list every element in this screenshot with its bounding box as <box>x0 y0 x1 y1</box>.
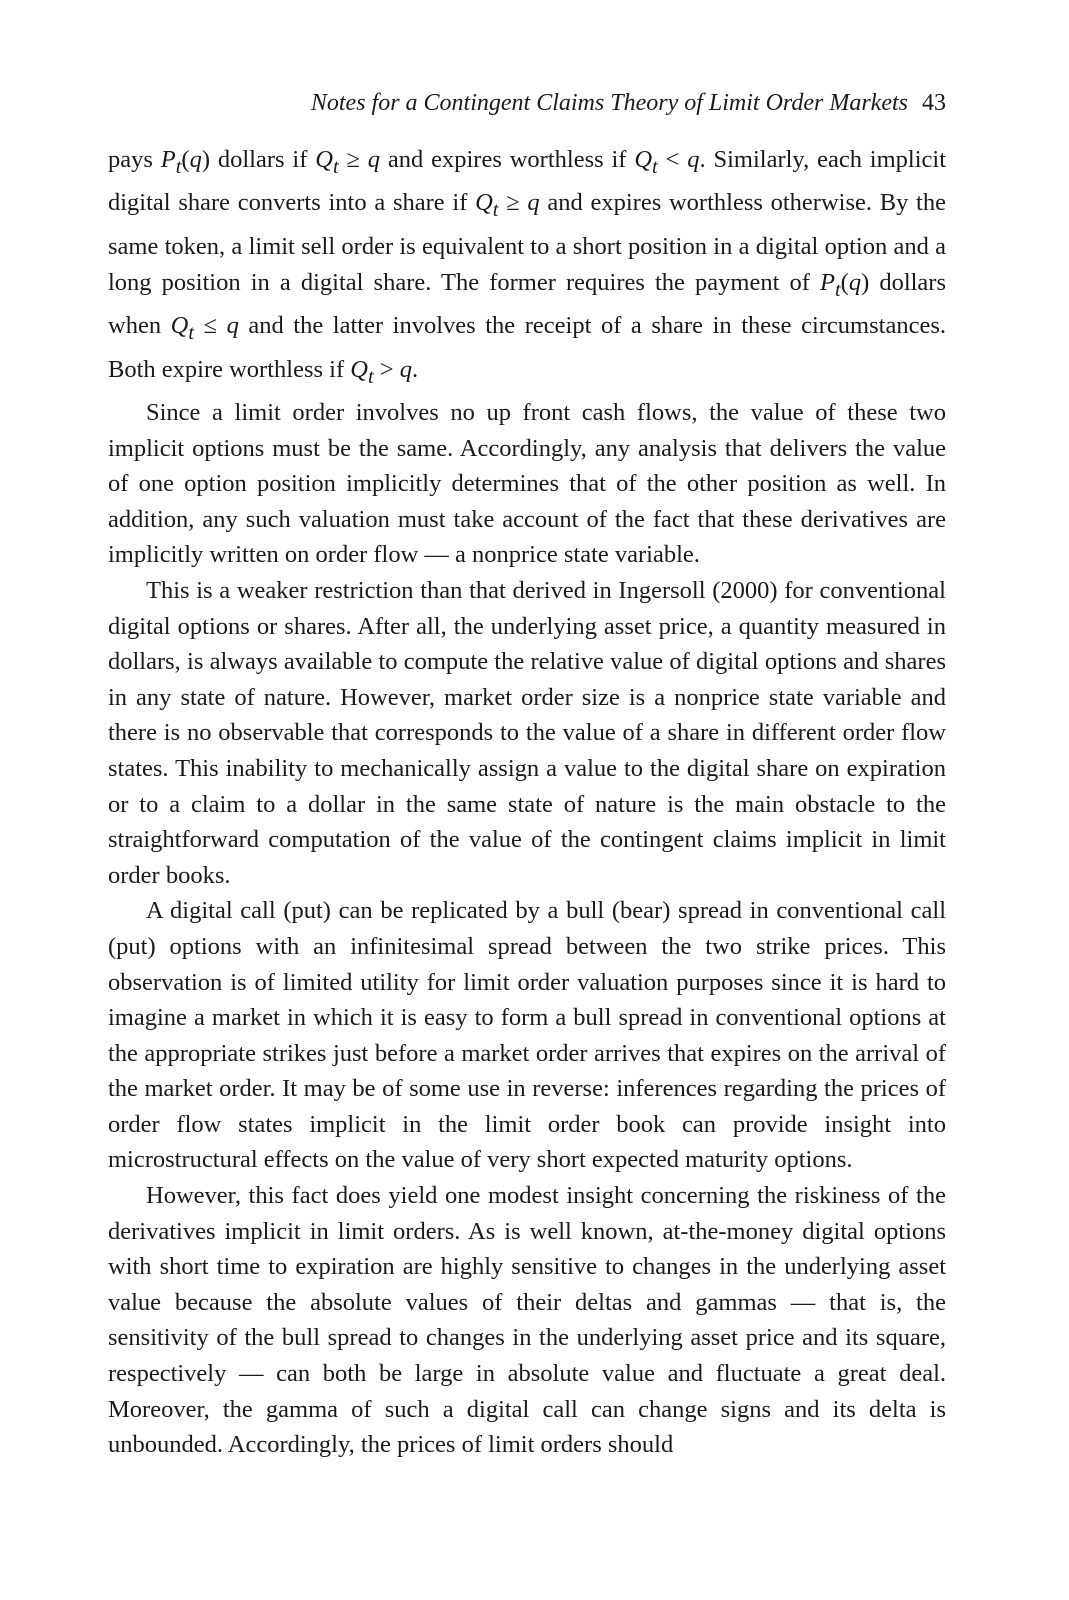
math-subscript: t <box>652 155 658 178</box>
page-number: 43 <box>922 90 946 116</box>
math-subscript: t <box>367 365 374 388</box>
math-variable: q <box>687 146 700 173</box>
running-title: Notes for a Contingent Claims Theory of Limit Order Markets <box>310 90 908 116</box>
math-variable: Q <box>350 355 368 383</box>
text-run: ) dollars if <box>201 146 316 173</box>
paragraph <box>108 573 946 893</box>
text-run: However, this fact does yield one modest insight concerning the riskiness of the derivatives implicit in limit orders. As is well known, at-the-money digital options with short time to expiration are highly sensitive to changes in the underlying asset value because the absolute values of their deltas and gammas — that is, the sensitivity of the bull spread to changes in the underlying asset price and its square, respectively — can both be large in absolute value and fluctuate a great deal. Moreover, the gamma of such a digital call can change signs and its delta is unbounded. Accordingly, the prices of limit orders should <box>108 1182 946 1459</box>
text-run: ≥ <box>338 146 368 173</box>
text-run: ≤ <box>194 312 227 340</box>
text-run: and the latter involves the receipt of a share in these circumstances. Both expire worthless if <box>108 312 946 383</box>
text-run: ( <box>181 146 190 173</box>
math-variable: q <box>399 355 412 383</box>
math-variable: q <box>848 268 862 296</box>
text-run: . <box>411 355 419 383</box>
paragraph <box>108 893 946 1178</box>
math-variable: Q <box>634 146 653 173</box>
math-variable: P <box>820 268 835 296</box>
math-subscript: t <box>332 155 339 178</box>
text-run: > <box>373 355 400 383</box>
text-run: and expires worthless if <box>380 146 635 173</box>
math-variable: P <box>160 146 176 173</box>
text-run: ( <box>840 268 849 296</box>
paragraph <box>108 1178 946 1463</box>
text-run: and expires worthless otherwise. By the same token, a limit sell order is equivalent to a short position in a digital option and a long position in a digital share. The former requires the payment of <box>108 189 946 296</box>
math-variable: q <box>527 189 540 217</box>
paragraph <box>108 395 946 573</box>
math-subscript: t <box>834 278 841 301</box>
math-variable: q <box>367 146 381 173</box>
text-run: This is a weaker restriction than that derived in Ingersoll (2000) for conventional digital options or shares. After all, the underlying asset price, a quantity measured in dollars, is always available to compute the relative value of digital options and shares in any state of nature. However, market order size is a nonprice state variable and there is no observable that corresponds to the value of a share in different order flow states. This inability to mechanically assign a value to the digital share on expiration or to a claim to a dollar in the same state of nature is the main obstacle to the straightforward computation of the value of the contingent claims implicit in limit order books. <box>108 576 946 889</box>
math-variable: Q <box>315 146 333 173</box>
math-variable: Q <box>170 312 189 340</box>
text-run: A digital call (put) can be replicated by a bull (bear) spread in conventional call (put) options with an infinitesimal spread between the two strike prices. This observation is of limited utility for limit order valuation purposes since it is hard to imagine a market in which it is easy to form a bull spread in conventional options at the appropriate strikes just before a market order arrives that expires on the arrival of the market order. It may be of some use in reverse: inferences regarding the prices of order flow states implicit in the limit order book can provide insight into microstructural effects on the value of very short expected maturity options. <box>108 897 946 1174</box>
body-text <box>108 142 946 1463</box>
text-run: Since a limit order involves no up front cash flows, the value of these two implicit options must be the same. Accordingly, any analysis that delivers the value of one option position implicitly determines that of the other position as well. In addition, any such valuation must take account of the fact that these derivatives are implicitly written on order flow — a nonprice state variable. <box>108 399 946 569</box>
math-subscript: t <box>188 321 194 344</box>
math-subscript: t <box>175 155 182 178</box>
text-run: . Similarly, each implicit digital share converts into a share if <box>108 146 947 217</box>
math-variable: Q <box>475 189 493 217</box>
text-run: ≥ <box>498 189 528 217</box>
running-header <box>108 88 946 118</box>
text-run: ) dollars when <box>108 268 947 340</box>
paragraph <box>108 142 946 395</box>
text-run: < <box>657 146 688 173</box>
math-variable: q <box>189 146 202 173</box>
math-subscript: t <box>492 199 499 222</box>
text-run: pays <box>108 146 161 173</box>
math-variable: q <box>226 312 239 340</box>
